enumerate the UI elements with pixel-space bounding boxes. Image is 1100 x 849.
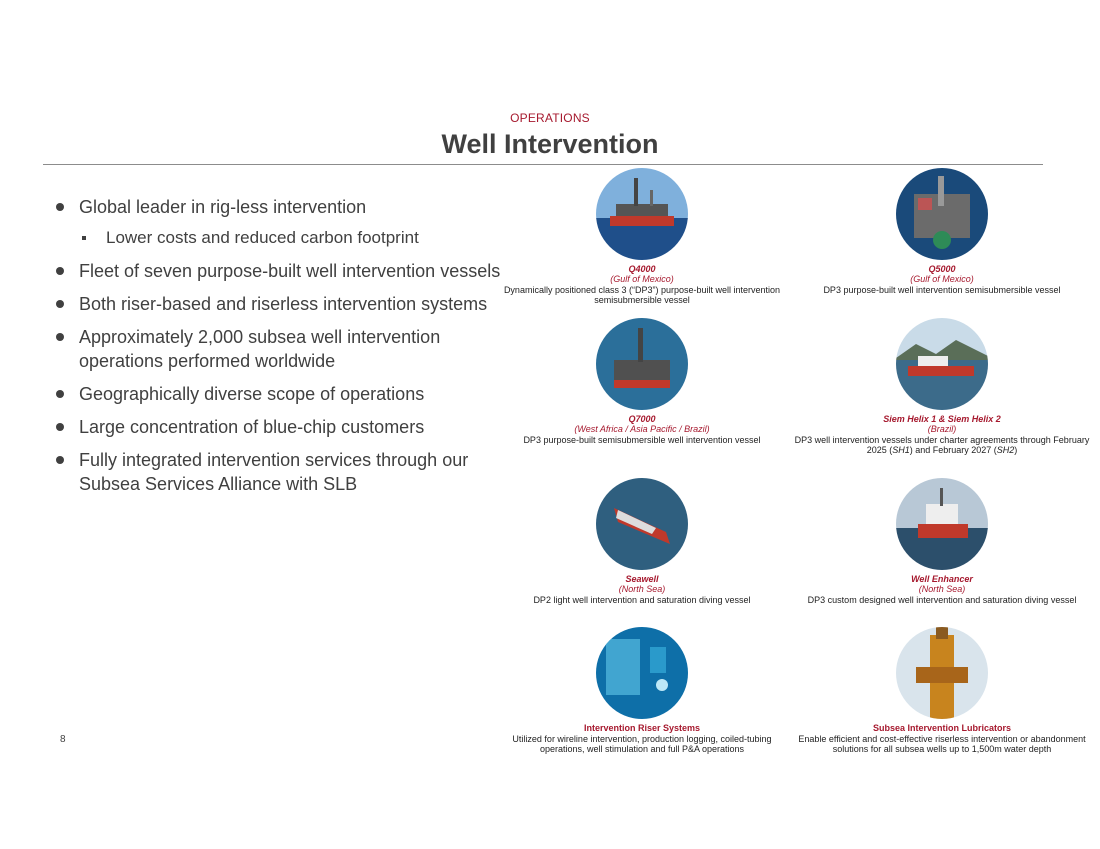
vessel-name: Seawell [625,574,659,584]
page-number: 8 [60,734,66,745]
vessel-location: (North Sea) [918,584,966,594]
well-enhancer-photo [896,478,988,570]
bullet-item: Global leader in rig-less intervention [55,195,505,219]
bullet-item: Geographically diverse scope of operations [55,382,505,406]
q5000-photo [896,168,988,260]
vessel-location: (Brazil) [927,424,957,434]
siem-helix-photo [896,318,988,410]
seawell-photo [596,478,688,570]
product-name: Intervention Riser Systems [583,723,701,733]
bullet-item: Large concentration of blue-chip customers [55,415,505,439]
sub-bullet-item: Lower costs and reduced carbon footprint [55,226,505,250]
section-kicker: OPERATIONS [510,111,590,125]
vessel-card-seawell [492,478,792,605]
vessel-description: DP2 light well intervention and saturation diving vessel [533,595,751,605]
vessel-card-q4000 [492,168,792,305]
vessel-location: (North Sea) [618,584,666,594]
bullet-list [55,195,505,505]
vessel-location: (Gulf of Mexico) [910,274,974,284]
vessel-description: DP3 purpose-built semisubmersible well intervention vessel [523,435,761,445]
product-description: Enable efficient and cost-effective riserless intervention or abandonment solutions for all subsea wells up to 1,500m water depth [798,734,1086,754]
q4000-photo [596,168,688,260]
page-title: Well Intervention [441,129,659,159]
vessel-name: Well Enhancer [911,574,973,584]
vessel-description: DP3 custom designed well intervention and saturation diving vessel [807,595,1077,605]
bullet-item: Both riser-based and riserless intervention systems [55,292,505,316]
vessel-card-q7000 [492,318,792,445]
vessel-description: Dynamically positioned class 3 (“DP3”) purpose-built well intervention semisubmersible vessel [503,285,781,305]
lubricators-photo [896,627,988,719]
vessel-card-q5000 [792,168,1092,295]
q7000-photo [596,318,688,410]
riser-systems-photo [596,627,688,719]
vessel-card-siem-helix [792,318,1092,455]
title-divider [43,164,1043,165]
bullet-item: Fleet of seven purpose-built well intervention vessels [55,259,505,283]
vessel-name: Q5000 [928,264,956,274]
vessel-card-well-enhancer [792,478,1092,605]
vessel-name: Q7000 [628,414,656,424]
vessel-name: Siem Helix 1 & Siem Helix 2 [883,414,1001,424]
bullet-item: Fully integrated intervention services through our Subsea Services Alliance with SLB [55,448,505,496]
product-name: Subsea Intervention Lubricators [872,723,1012,733]
vessel-name: Q4000 [628,264,656,274]
product-description: Utilized for wireline intervention, production logging, coiled-tubing operations, well stimulation and full P&A operations [512,734,772,754]
bullet-item: Approximately 2,000 subsea well intervention operations performed worldwide [55,325,505,373]
card-subsea-intervention-lubricators [792,627,1092,754]
vessel-description: DP3 purpose-built well intervention semisubmersible vessel [823,285,1061,295]
card-intervention-riser-systems [492,627,792,754]
vessel-location: (Gulf of Mexico) [610,274,674,284]
vessel-description: DP3 well intervention vessels under charter agreements through February 2025 (SH1) and February 2027 (SH2) [794,435,1090,455]
vessel-location: (West Africa / Asia Pacific / Brazil) [574,424,710,434]
